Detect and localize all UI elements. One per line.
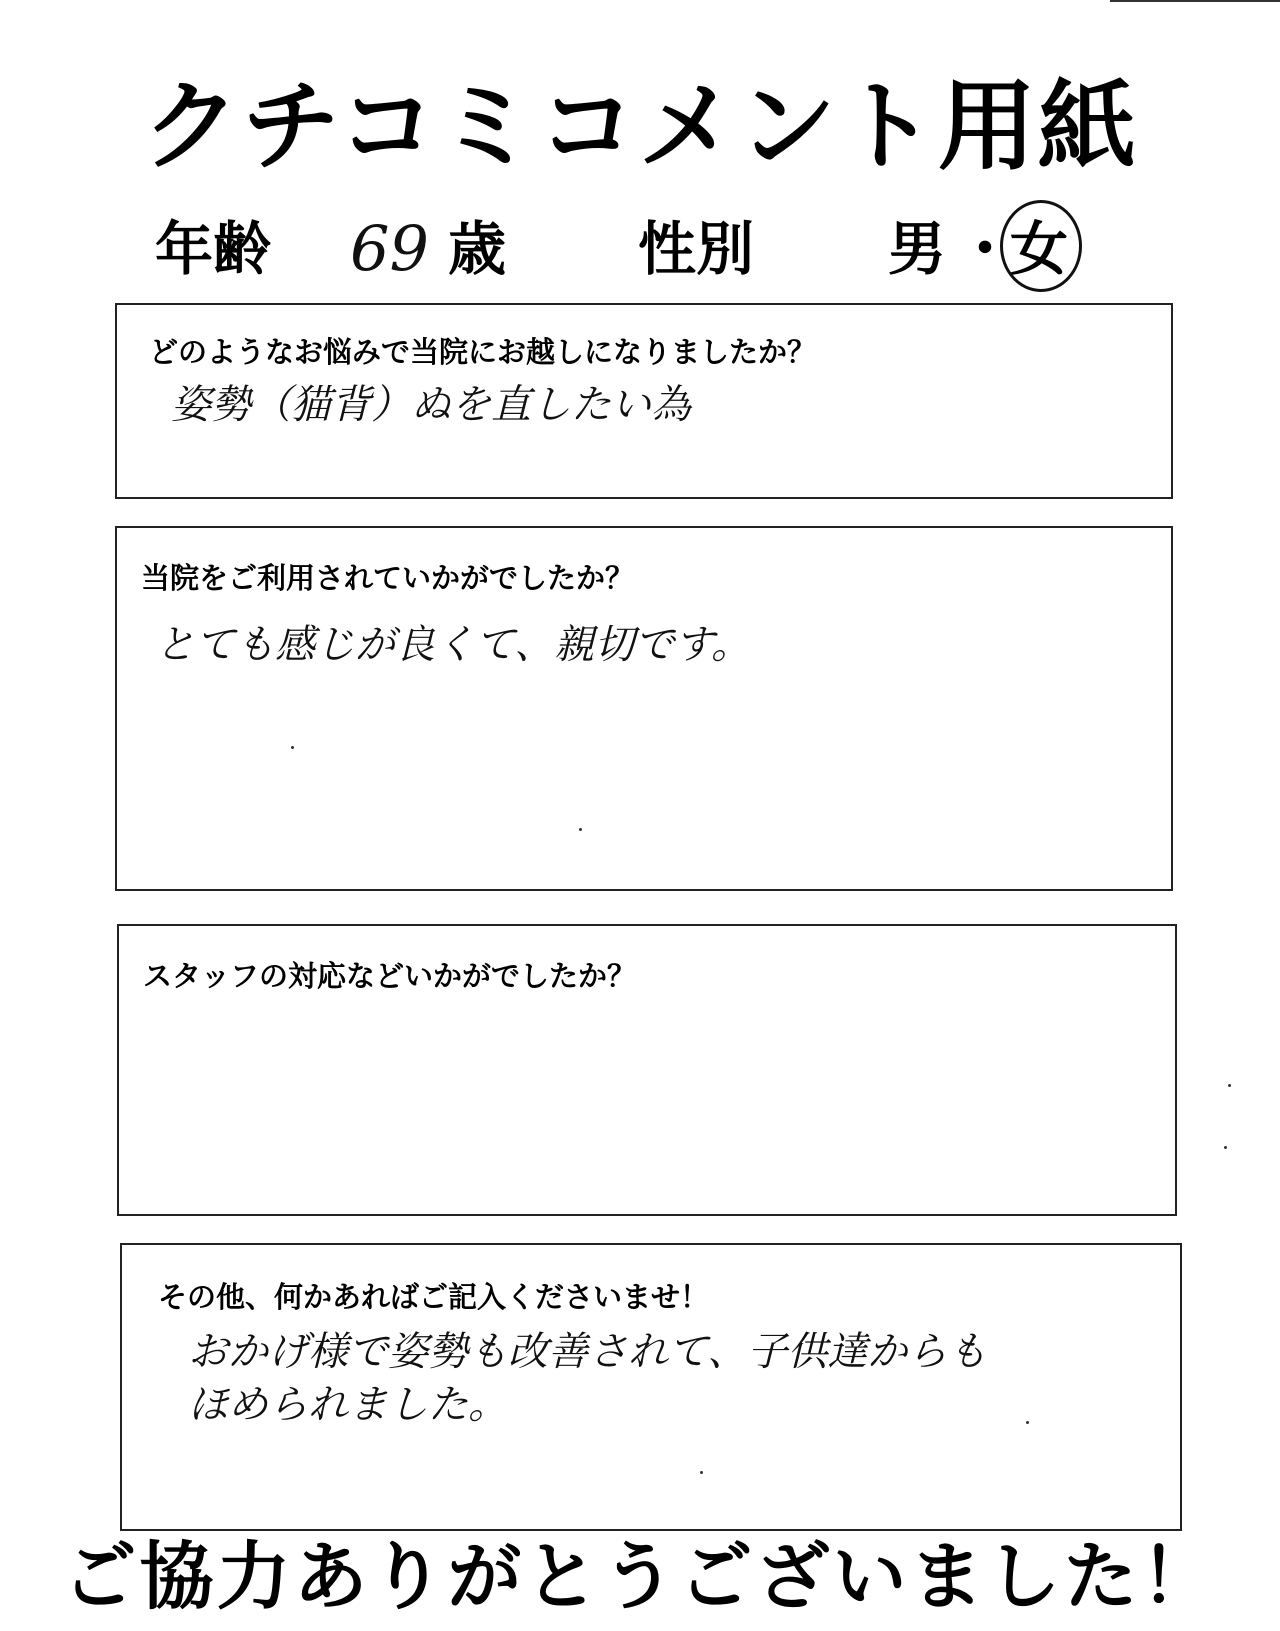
- answer-other-line-1: おかげ様で姿勢も改善されて、子供達からも: [188, 1329, 988, 1375]
- speck: [1228, 1084, 1231, 1087]
- age-label: 年齢: [155, 215, 272, 283]
- form-title: クチコミコメント用紙: [141, 70, 1139, 184]
- thank-you-footer: ご協力ありがとうございました！: [62, 1534, 1218, 1620]
- age-value: 69: [350, 212, 429, 285]
- section-box-concern: [115, 303, 1173, 499]
- gender-separator: ・: [956, 215, 1015, 283]
- section-box-experience: [115, 526, 1173, 891]
- selected-gender-circle: [1000, 200, 1082, 292]
- speck: [700, 1471, 703, 1474]
- gender-female-option: 女: [1010, 215, 1069, 283]
- speck: [1026, 1421, 1029, 1424]
- gender-male-option: 男: [888, 215, 947, 283]
- speck: [291, 746, 294, 749]
- section-box-staff: [117, 924, 1177, 1216]
- question-concern: どのようなお悩みで当院にお越しになりましたか？: [149, 335, 817, 369]
- answer-concern-line-1: 姿勢（猫背）ぬを直したい為: [171, 382, 691, 428]
- answer-experience-line-1: とても感じが良くて、親切です。: [155, 622, 751, 668]
- scan-edge-line: [1110, 0, 1280, 2]
- question-experience: 当院をご利用されていかがでしたか？: [141, 561, 635, 595]
- gender-label: 性別: [638, 215, 755, 283]
- speck: [1224, 1146, 1227, 1149]
- age-unit: 歳: [448, 215, 507, 283]
- section-box-other: [120, 1243, 1182, 1531]
- question-other: その他、何かあればご記入くださいませ！: [158, 1280, 710, 1314]
- answer-other-line-2: ほめられました。: [188, 1382, 508, 1428]
- respondent-info: [0, 214, 1280, 284]
- question-staff: スタッフの対応などいかがでしたか？: [143, 959, 637, 993]
- speck: [579, 828, 582, 831]
